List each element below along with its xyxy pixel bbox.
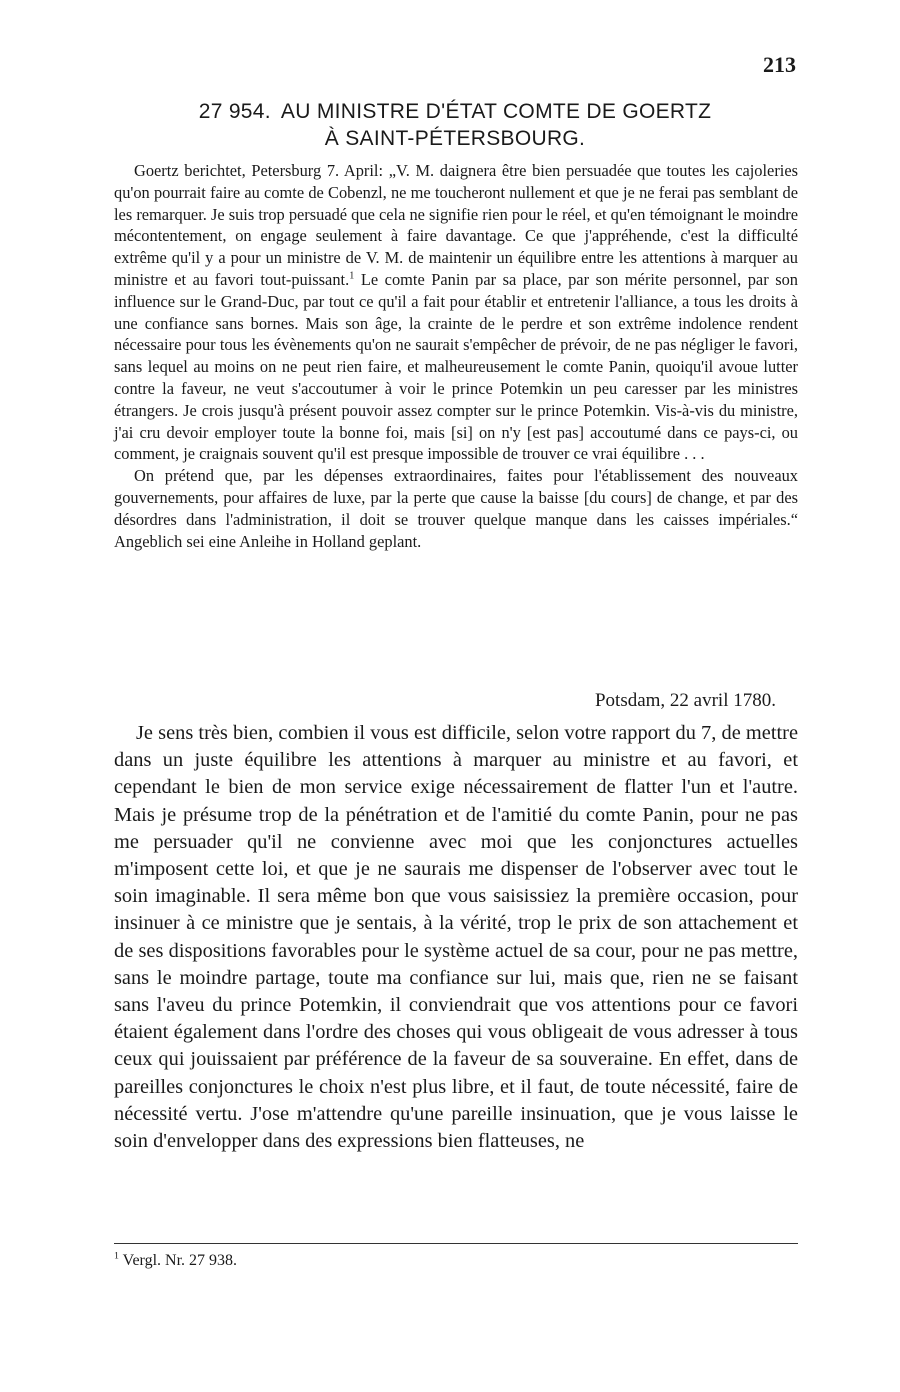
footnote — [114, 1252, 237, 1270]
dateline: Potsdam, 22 avril 1780. — [594, 690, 776, 711]
summary-text-part-2: Le comte Panin par sa place, par son mérite personnel, par son influence sur le Grand-Duc, par tout ce qu'il a fait pour établir et entretenir l'alliance, a tous les droits à une confiance sans bornes. Mais son âge, la crainte de le perdre et son extrême indolence rendent nécessaire pour tous les évènements qu'on ne saurait s'empêcher de prévoir, de ne pas négliger le favori, sans lequel au moins on ne peut rien faire, et malheureusement le comte Panin, quoiqu'il avoue lutter contre la faveur, ne veut s'accoutumer à voir le prince Potemkin un peu caresser par les ministres étrangers. Je crois jusqu'à présent pouvoir assez compter sur le prince Potemkin. Vis-à-vis du ministre, j'ai cru devoir employer toute la bonne foi, mais [si] on n'y [est pas] accoutumé dans ce pays-ci, ou comment, je craignais souvent qu'il est presque impossible de trouver ce vrai équilibre . . . — [114, 269, 798, 464]
letter-heading — [110, 98, 800, 152]
page-number: 213 — [763, 52, 796, 77]
summary-paragraph-1 — [114, 160, 798, 465]
heading-line-1 — [110, 98, 800, 125]
report-summary — [114, 160, 798, 552]
heading-line-2: À SAINT-PÉTERSBOURG. — [324, 127, 586, 150]
heading-title: AU MINISTRE D'ÉTAT COMTE DE GOERTZ — [280, 100, 712, 123]
letter-paragraph: Je sens très bien, combien il vous est difficile, selon votre rapport du 7, de mettre dans un juste équilibre les attentions à marquer au ministre et au favori, et cependant le bien de mon service exige nécessairement de flatter l'un et l'autre. Mais je présume trop de la pénétration et de l'amitié du comte Panin, pour ne pas me persuader qu'il ne convienne avec moi que les conjonctures actuelles m'imposent cette loi, et que je ne saurais me dispenser de l'observer avec tout le soin imaginable. Il sera même bon que vous saisissiez la première occasion, pour insinuer à ce ministre que je sentais, à la vérité, trop le prix de son attachement et de ses dispositions favorables pour le système actuel de sa cour, pour ne pas mettre, sans le moindre partage, toute ma confiance sur lui, mais que, rien ne se faisant sans l'aveu du prince Potemkin, il conviendrait que vos attentions pour ce favori étaient également dans l'ordre des choses qui vous obligeait de vous adresser à tous ceux qui jouissaient par préférence de la faveur de sa souveraine. En effet, dans de pareilles conjonctures le choix n'est plus libre, et il faut, de toute nécessité, faire de nécessité vertu. J'ose m'attendre qu'une pareille insinuation, que je vous laisse le soin d'envelopper dans des expressions bien flatteuses, ne — [114, 722, 798, 1153]
footnote-divider — [114, 1243, 798, 1244]
summary-paragraph-2: On prétend que, par les dépenses extraordinaires, faites pour l'établissement des nouveaux gouvernements, pour affaires de luxe, par la perte que cause la baisse [du cours] de change, et par des désordres dans l'administration, il doit se trouver quelque manque dans les caisses impériales.“ Angeblich sei eine Anleihe in Holland geplant. — [114, 466, 798, 551]
footnote-reference: 1 — [349, 270, 355, 282]
letter-body — [114, 720, 798, 1155]
summary-text-part-1: Goertz berichtet, Petersburg 7. April: „V. M. daignera être bien persuadée que toutes les cajoleries qu'on pourrait faire au comte de Cobenzl, ne me toucheront nullement et que je ne ferai pas semblant de les remarquer. Je suis trop persuadé que cela ne signifie rien pour le réel, et qu'en témoignant le moindre mécontentement, on engage seulement à faire davantage. Ce que j'appréhende, c'est la difficulté extrême qu'il y a pour un ministre de V. M. de maintenir un équilibre entre les attentions à marquer au ministre et au favori tout-puissant. — [114, 161, 798, 289]
footnote-text: Vergl. Nr. 27 938. — [122, 1252, 238, 1269]
footnote-marker: 1 — [114, 1250, 119, 1262]
letter-number: 27 954. — [198, 100, 271, 123]
